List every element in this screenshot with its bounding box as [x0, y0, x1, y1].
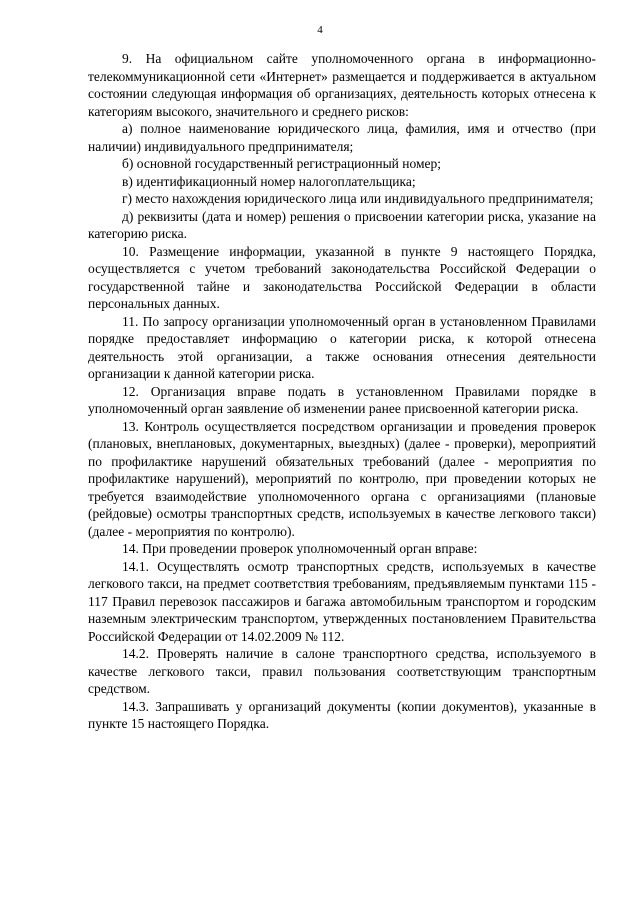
- paragraph-14-3: 14.3. Запрашивать у организаций документы (копии документов), указанные в пункте 15 настоящего Порядка.: [88, 698, 596, 731]
- page-number: 4: [317, 24, 323, 36]
- document-body: [88, 50, 596, 733]
- paragraph-11: 11. По запросу организации уполномоченный орган в установленном Правилами порядке предоставляет информацию о категории риска, к которой отнесена деятельность этой организации, а также основания отнесения деятельности организации к данной категории риска.: [88, 313, 596, 381]
- paragraph-14: 14. При проведении проверок уполномоченный орган вправе:: [122, 541, 478, 556]
- paragraph-14-1: 14.1. Осуществлять осмотр транспортных средств, используемых в качестве легкового такси, на предмет соответствия требованиям, предъявляемым пунктами 115 - 117 Правил перевозок пассажиров и багажа автомобильным транспортом и городским наземным электрическим транспортом, утвержденных постановлением Правительства Российской Федерации от 14.02.2009 № 112.: [88, 558, 596, 644]
- paragraph-12: 12. Организация вправе подать в установленном Правилами порядке в уполномоченный орган заявление об изменении ранее присвоенной категории риска.: [88, 383, 596, 416]
- list-item-a: а) полное наименование юридического лица, фамилия, имя и отчество (при наличии) индивидуального предпринимателя;: [88, 121, 596, 154]
- list-item-b: б) основной государственный регистрационный номер;: [122, 156, 442, 171]
- paragraph-14-2: 14.2. Проверять наличие в салоне транспортного средства, используемого в качестве легкового такси, правил пользования соответствующим транспортным средством.: [88, 646, 596, 696]
- paragraph-9: 9. На официальном сайте уполномоченного органа в информационно-телекоммуникационной сети «Интернет» размещается и поддерживается в актуальном состоянии следующая информация об организациях, деятельность которых отнесена к категориям высокого, значительного и среднего рисков:: [88, 51, 596, 119]
- list-item-v: в) идентификационный номер налогоплательщика;: [122, 173, 416, 189]
- list-item-g: г) место нахождения юридического лица или индивидуального предпринимателя;: [122, 191, 594, 206]
- paragraph-13: 13. Контроль осуществляется посредством организации и проведения проверок (плановых, внеплановых, документарных, выездных) (далее - проверки), мероприятий по профилактике нарушений обязательных требований (далее - мероприятия по профилактике нарушений), мероприятий по контролю, при проведении которых не требуется взаимодействие уполномоченного органа с организациями (плановые (рейдовые) осмотры транспортных средств, используемых в качестве легкового такси) (далее - мероприятия по контролю).: [88, 418, 596, 539]
- list-item-d: д) реквизиты (дата и номер) решения о присвоении категории риска, указание на категорию риска.: [88, 208, 596, 241]
- paragraph-10: 10. Размещение информации, указанной в пункте 9 настоящего Порядка, осуществляется с учетом требований законодательства Российской Федерации о государственной тайне и законодательства Российской Федерации в области персональных данных.: [88, 243, 596, 311]
